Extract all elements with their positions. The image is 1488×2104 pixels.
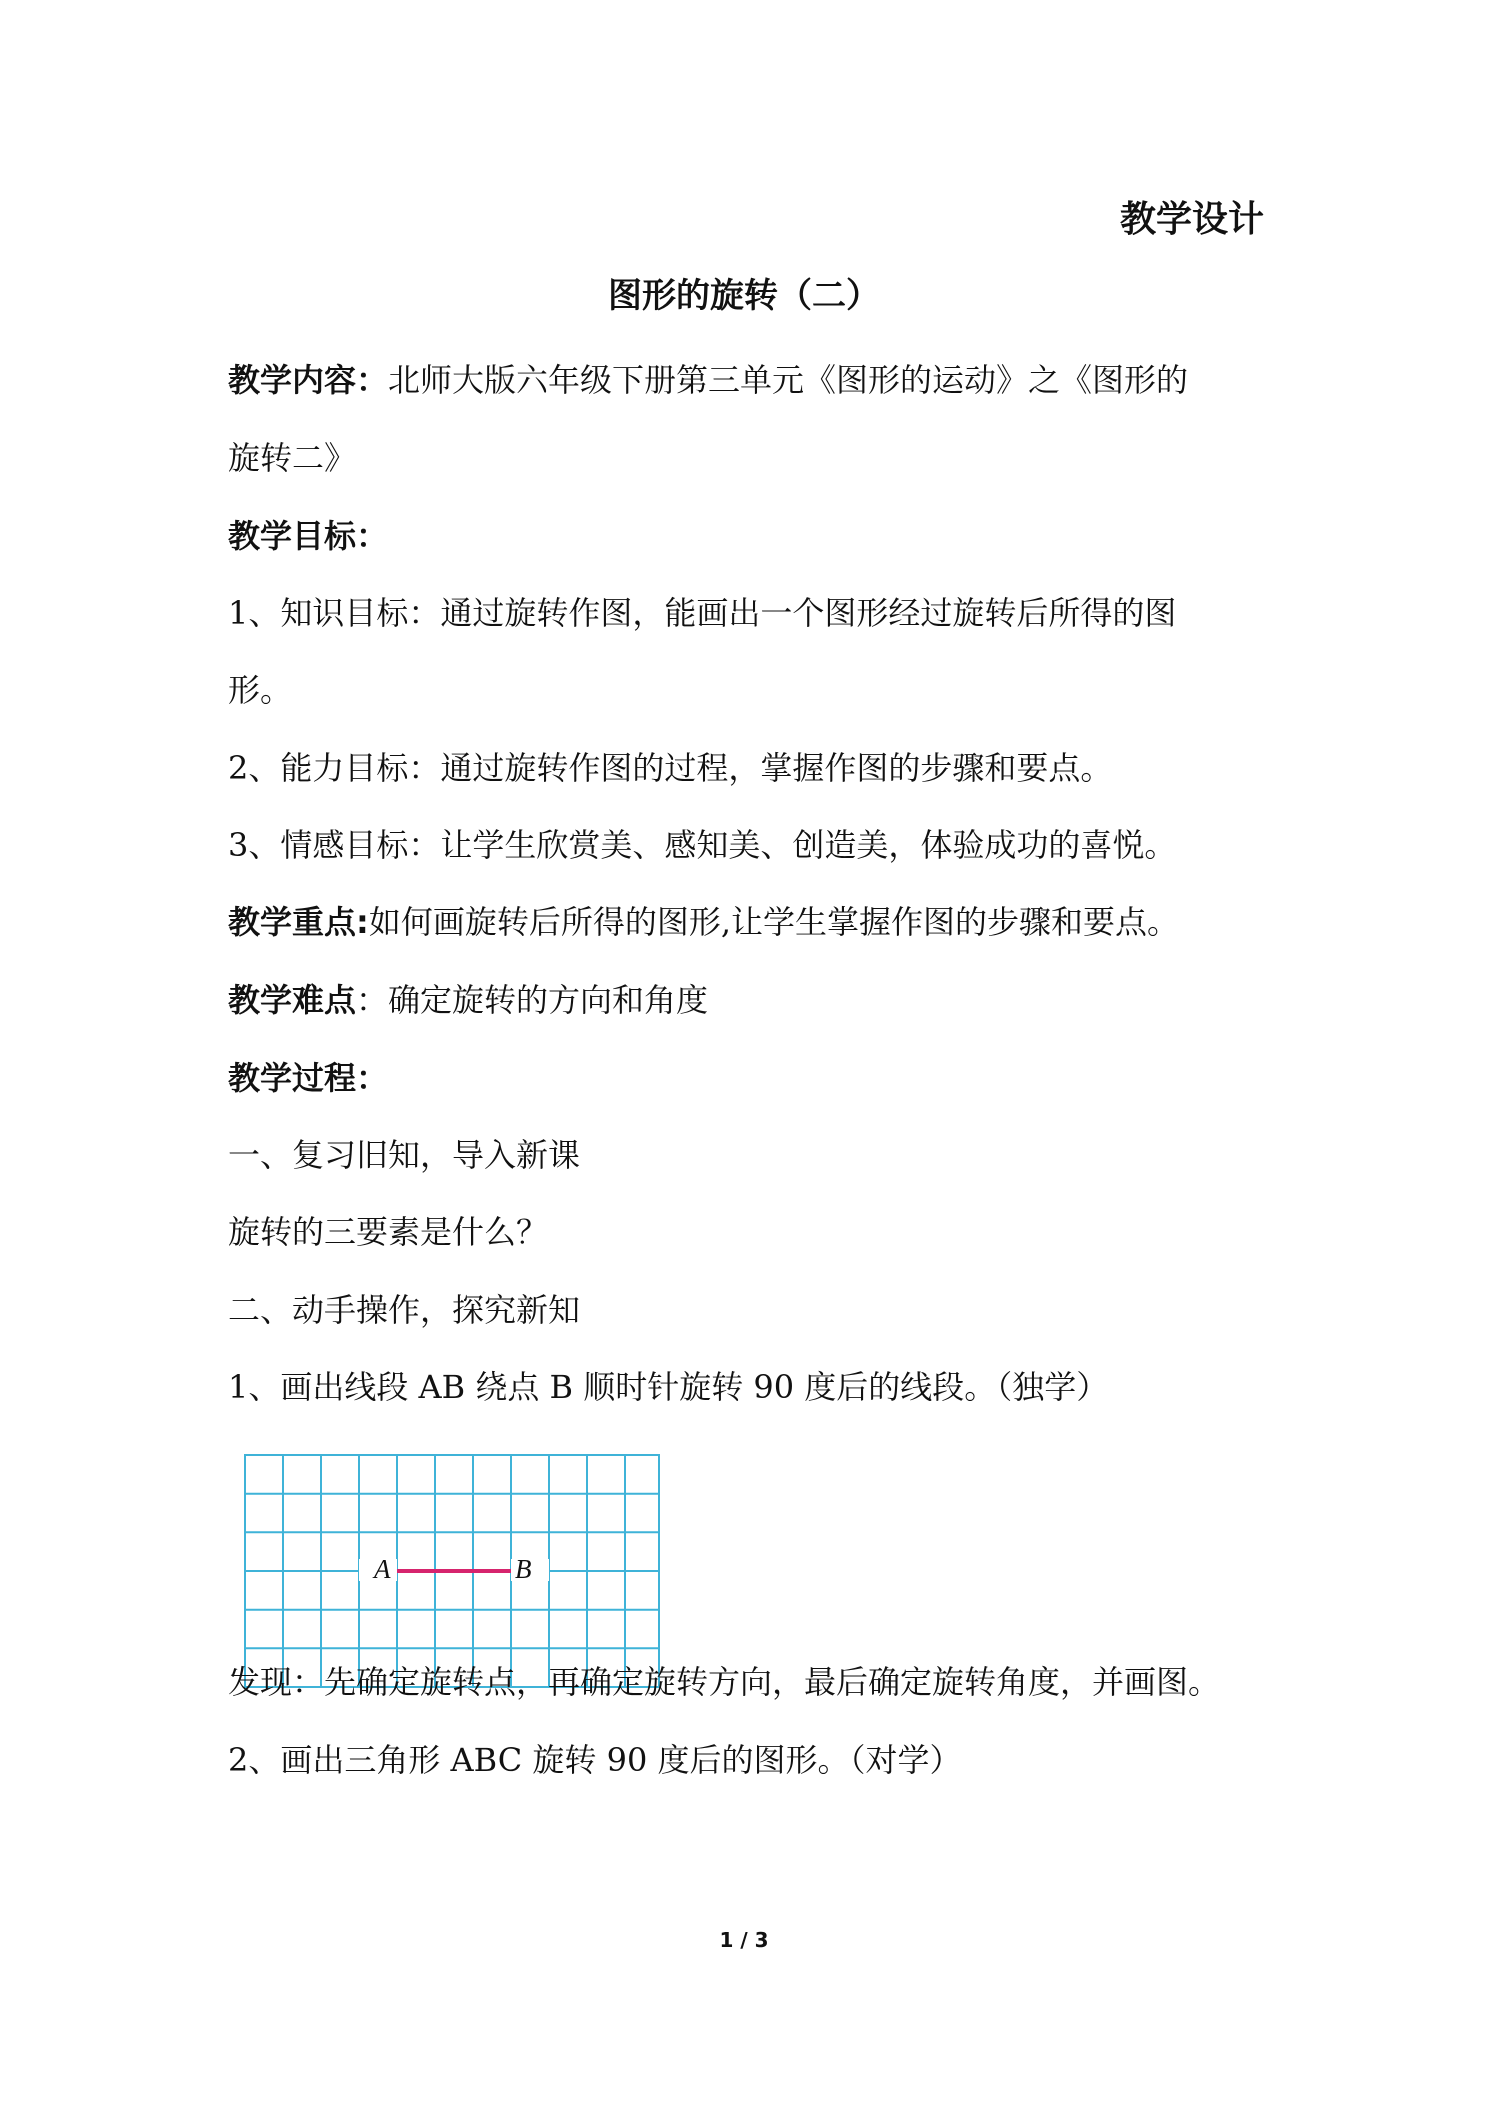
objective-item-2: 2、能力目标：通过旋转作图的过程，掌握作图的步骤和要点。 (228, 749, 1113, 787)
finding-text: 发现：先确定旋转点，再确定旋转方向，最后确定旋转角度，并画图。 (228, 1663, 1221, 1701)
objective-item-1-continued: 形。 (228, 671, 293, 709)
document-type-heading: 教学设计 (1120, 199, 1265, 240)
review-question: 旋转的三要素是什么？ (228, 1213, 549, 1251)
key-point-line (228, 900, 1179, 944)
objectives-heading: 教学目标： (228, 517, 389, 555)
key-point-label: 教学重点: (228, 903, 369, 941)
task-2: 2、画出三角形 ABC 旋转 90 度后的图形。（对学） (228, 1741, 962, 1779)
objective-item-3: 3、情感目标：让学生欣赏美、感知美、创造美，体验成功的喜悦。 (228, 826, 1177, 864)
section-1-heading: 一、复习旧知，导入新课 (228, 1136, 581, 1174)
process-heading: 教学过程： (228, 1059, 389, 1097)
section-2-heading: 二、动手操作，探究新知 (228, 1291, 581, 1329)
teaching-content-text: 北师大版六年级下册第三单元《图形的运动》之《图形的 (388, 361, 1189, 399)
key-point-text: 如何画旋转后所得的图形,让学生掌握作图的步骤和要点。 (368, 903, 1179, 941)
difficulty-text: ：确定旋转的方向和角度 (356, 981, 709, 1019)
objective-item-1: 1、知识目标：通过旋转作图，能画出一个图形经过旋转后所得的图 (228, 594, 1177, 632)
point-a-label: A (374, 1554, 391, 1584)
page-number: 1 / 3 (719, 1928, 769, 1952)
teaching-content-line (228, 358, 1188, 402)
difficulty-label: 教学难点 (228, 981, 357, 1019)
teaching-content-continued: 旋转二》 (228, 439, 357, 477)
lesson-title: 图形的旋转（二） (608, 276, 880, 316)
difficulty-line (228, 978, 708, 1022)
teaching-content-label: 教学内容： (228, 361, 389, 399)
point-b-label: B (515, 1554, 532, 1584)
task-1: 1、画出线段 AB 绕点 B 顺时针旋转 90 度后的线段。（独学） (228, 1368, 1109, 1406)
grid-figure (244, 1454, 664, 1694)
